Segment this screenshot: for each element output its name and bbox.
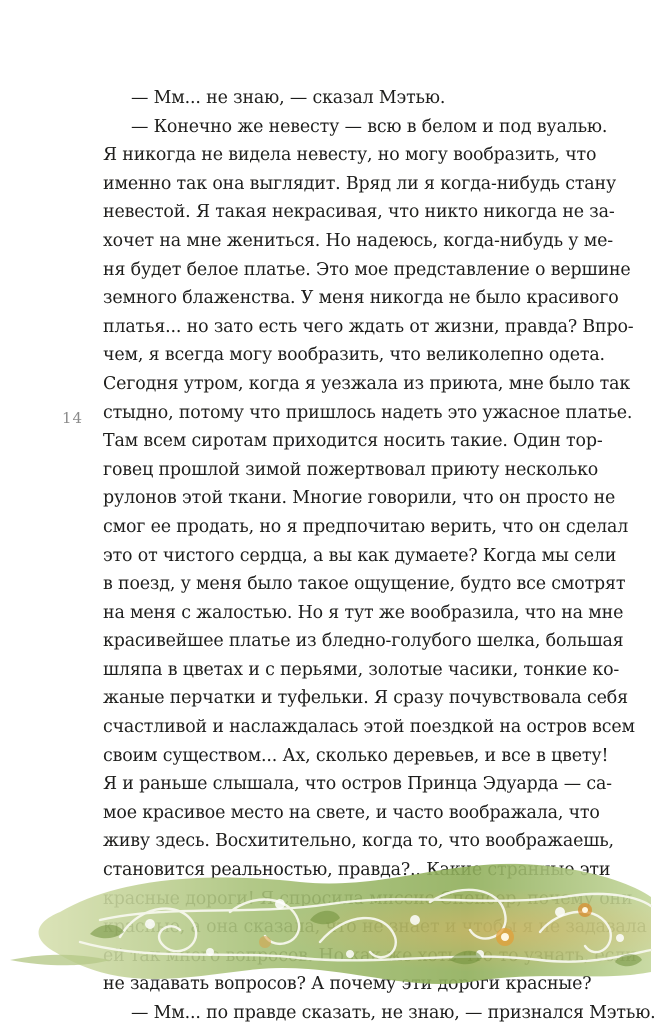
- text-line: — Мм... по правде сказать, не знаю, — признался Мэтью.: [131, 1003, 656, 1023]
- text-line: мое красивое место на свете, и часто воображала, что: [103, 802, 600, 823]
- text-line: красивейшее платье из бледно-голубого шелка, большая: [103, 631, 624, 652]
- text-line: именно так она выглядит. Вряд ли я когда-нибудь стану: [103, 173, 617, 194]
- text-line: смог ее продать, но я предпочитаю верить, что он сделал: [103, 516, 629, 537]
- text-line: Я и раньше слышала, что остров Принца Эдуарда — са-: [103, 774, 612, 795]
- text-line: шляпа в цветах и с перьями, золотые часики, тонкие ко-: [103, 659, 620, 680]
- text-line: Там всем сиротам приходится носить такие. Один тор-: [103, 431, 603, 452]
- text-line: в поезд, у меня было такое ощущение, будто все смотрят: [103, 574, 626, 595]
- text-line: невестой. Я такая некрасивая, что никто никогда не за-: [103, 202, 615, 223]
- text-line: рулонов этой ткани. Многие говорили, что он просто не: [103, 488, 616, 509]
- page-number: 14: [62, 409, 84, 427]
- text-line: чем, я всегда могу вообразить, что великолепно одета.: [103, 345, 605, 366]
- text-line: платья... но зато есть чего ждать от жизни, правда? Впро-: [103, 316, 634, 337]
- text-line: жаные перчатки и туфельки. Я сразу почувствовала себя: [103, 688, 628, 709]
- text-line: живу здесь. Восхитительно, когда то, что воображаешь,: [103, 831, 614, 852]
- text-line: земного блаженства. У меня никогда не было красивого: [103, 288, 619, 309]
- text-line: счастливой и наслаждалась этой поездкой на остров всем: [103, 717, 635, 738]
- text-line: ня будет белое платье. Это мое представление о вершине: [103, 259, 631, 280]
- text-line: хочет на мне жениться. Но надеюсь, когда-нибудь у ме-: [103, 230, 613, 251]
- text-line: — Конечно же невесту — всю в белом и под вуалью.: [131, 116, 608, 137]
- text-line: становится реальностью, правда?.. Какие странные эти: [103, 860, 611, 881]
- text-line: стыдно, потому что пришлось надеть это ужасное платье.: [103, 402, 633, 423]
- text-line: своим существом... Ах, сколько деревьев, и все в цвету!: [103, 745, 609, 766]
- text-line: — Мм... не знаю, — сказал Мэтью.: [131, 88, 446, 108]
- text-line: говец прошлой зимой пожертвовал приюту несколько: [103, 459, 599, 480]
- text-line: не задавать вопросов? А почему эти дороги красные?: [103, 974, 592, 995]
- text-line: это от чистого сердца, а вы как думаете? Когда мы сели: [103, 545, 617, 566]
- text-line: Сегодня утром, когда я уезжала из приюта, мне было так: [103, 373, 631, 394]
- text-line: Я никогда не видела невесту, но могу вообразить, что: [103, 145, 597, 166]
- text-line: на меня с жалостью. Но я тут же вообразила, что на мне: [103, 602, 624, 623]
- lace-floral-ornament-icon: [0, 842, 651, 1001]
